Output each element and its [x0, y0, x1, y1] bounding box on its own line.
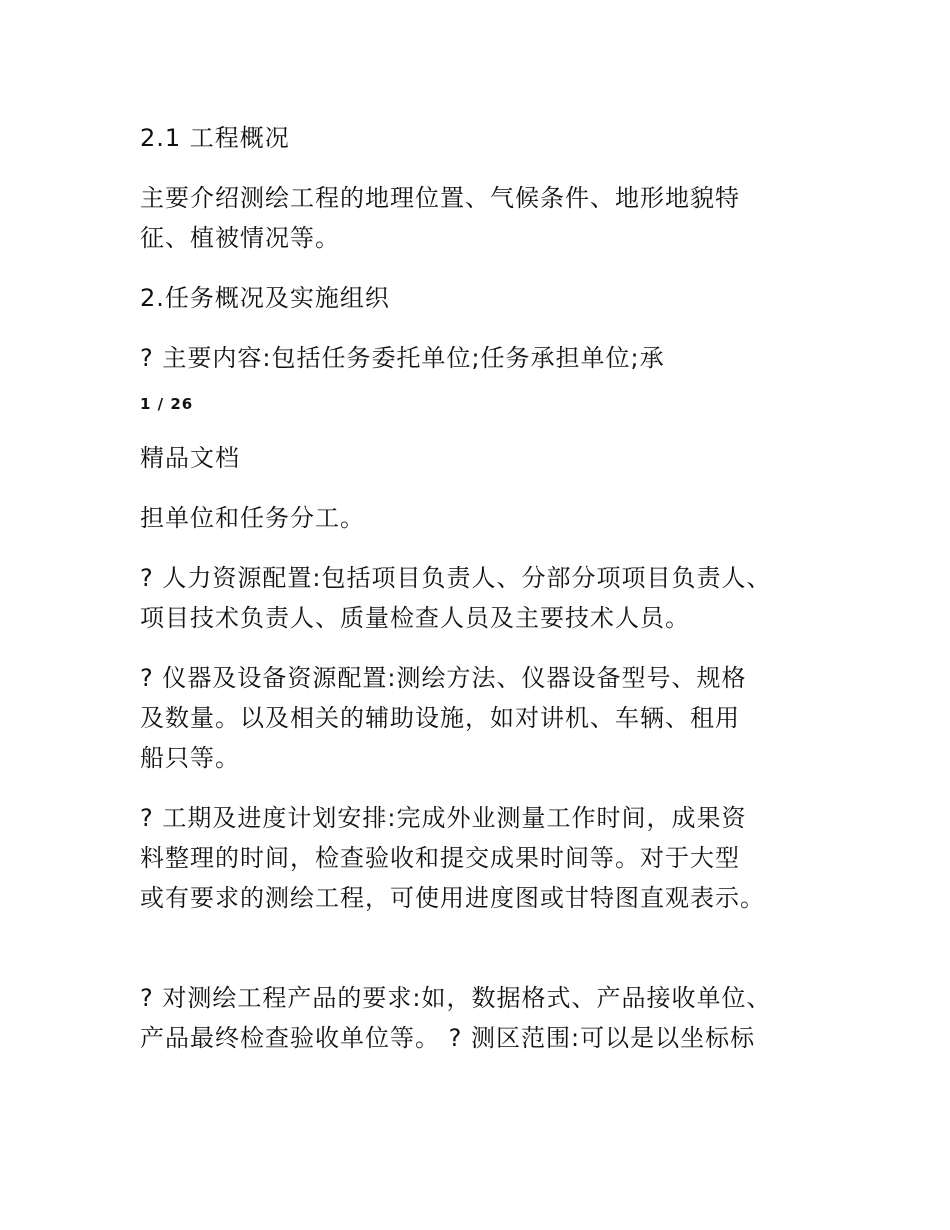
section-heading: 2.任务概况及实施组织 — [140, 284, 390, 312]
paragraph-line: 或有要求的测绘工程，可使用进度图或甘特图直观表示。 — [140, 884, 765, 912]
paragraph-line: 船只等。 — [140, 744, 240, 772]
bullet-line: ? 仪器及设备资源配置:测绘方法、仪器设备型号、规格 — [140, 664, 747, 692]
header-label: 精品文档 — [140, 444, 240, 472]
bullet-line: ? 对测绘工程产品的要求:如，数据格式、产品接收单位、 — [140, 984, 772, 1012]
paragraph-line: 主要介绍测绘工程的地理位置、气候条件、地形地貌特 — [140, 184, 740, 212]
bullet-line: ? 人力资源配置:包括项目负责人、分部分项项目负责人、 — [140, 564, 772, 592]
bullet-line: ? 工期及进度计划安排:完成外业测量工作时间，成果资 — [140, 804, 747, 832]
bullet-line: ? 主要内容:包括任务委托单位;任务承担单位;承 — [140, 344, 665, 372]
paragraph-line: 产品最终检查验收单位等。 ? 测区范围:可以是以坐标标 — [140, 1024, 756, 1052]
paragraph-line: 担单位和任务分工。 — [140, 504, 365, 532]
paragraph-line: 项目技术负责人、质量检查人员及主要技术人员。 — [140, 604, 690, 632]
page-number: 1 / 26 — [140, 395, 194, 413]
section-heading: 2.1 工程概况 — [140, 124, 290, 152]
paragraph-line: 征、植被情况等。 — [140, 224, 340, 252]
paragraph-line: 料整理的时间，检查验收和提交成果时间等。对于大型 — [140, 844, 740, 872]
paragraph-line: 及数量。以及相关的辅助设施，如对讲机、车辆、租用 — [140, 704, 740, 732]
